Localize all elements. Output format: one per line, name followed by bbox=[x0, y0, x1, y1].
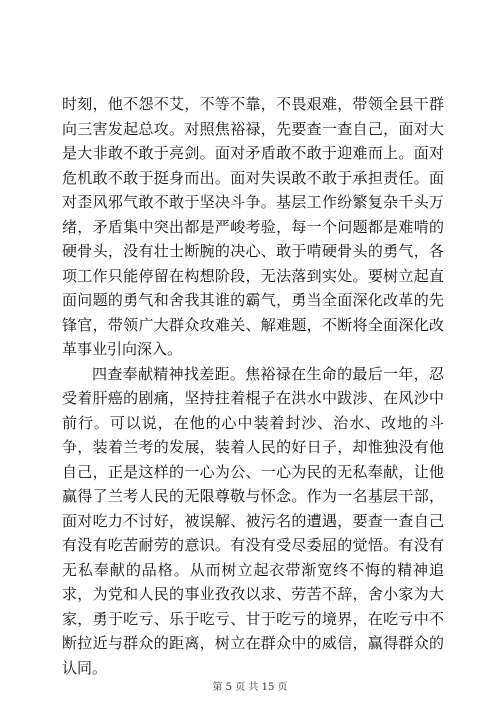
paragraph-continued: 时刻，他不怨不艾，不等不靠，不畏艰难，带领全县干群向三害发起总攻。对照焦裕禄，先要查一查自己，面对大是大非敢不敢于亮剑。面对矛盾敢不敢于迎难而上。面对危机敢不敢于挺身而出。面对失误敢不敢于承担责任。面对歪风邪气敢不敢于坚决斗争。基层工作纷繁复杂千头万绪，矛盾集中突出都是严峻考验，每一个问题都是难啃的硬骨头，没有壮士断腕的决心、敢于啃硬骨头的勇气，各项工作只能停留在构想阶段，无法落到实处。要树立起直面问题的勇气和舍我其谁的霸气，勇当全面深化改革的先锋官，带领广大群众攻难关、解难题，不断将全面深化改革事业引向深入。 bbox=[62, 95, 444, 358]
page-number-footer: 第 5 页 共 15 页 bbox=[212, 682, 288, 693]
paragraph-fourth-check: 四查奉献精神找差距。焦裕禄在生命的最后一年，忍受着肝癌的剧痛，坚持拄着棍子在洪水中跋涉、在风沙中前行。可以说，在他的心中装着封沙、治水、改地的斗争，装着兰考的发展，装着人民的好日子，却惟独没有他自己，正是这样的一心为公、一心为民的无私奉献，让他赢得了兰考人民的无限尊敬与怀念。作为一名基层干部，面对吃力不讨好，被误解、被污名的遭遇，要查一查自己有没有吃苦耐劳的意识。有没有受尽委屈的觉悟。有没有无私奉献的品格。从而树立起衣带渐宽终不悔的精神追求，为党和人民的事业孜孜以求、劳苦不辞，舍小家为大家，勇于吃亏、乐于吃亏、甘于吃亏的境界，在吃亏中不断拉近与群众的距离，树立在群众中的威信，赢得群众的认同。 bbox=[62, 364, 444, 677]
body-text bbox=[62, 92, 444, 680]
